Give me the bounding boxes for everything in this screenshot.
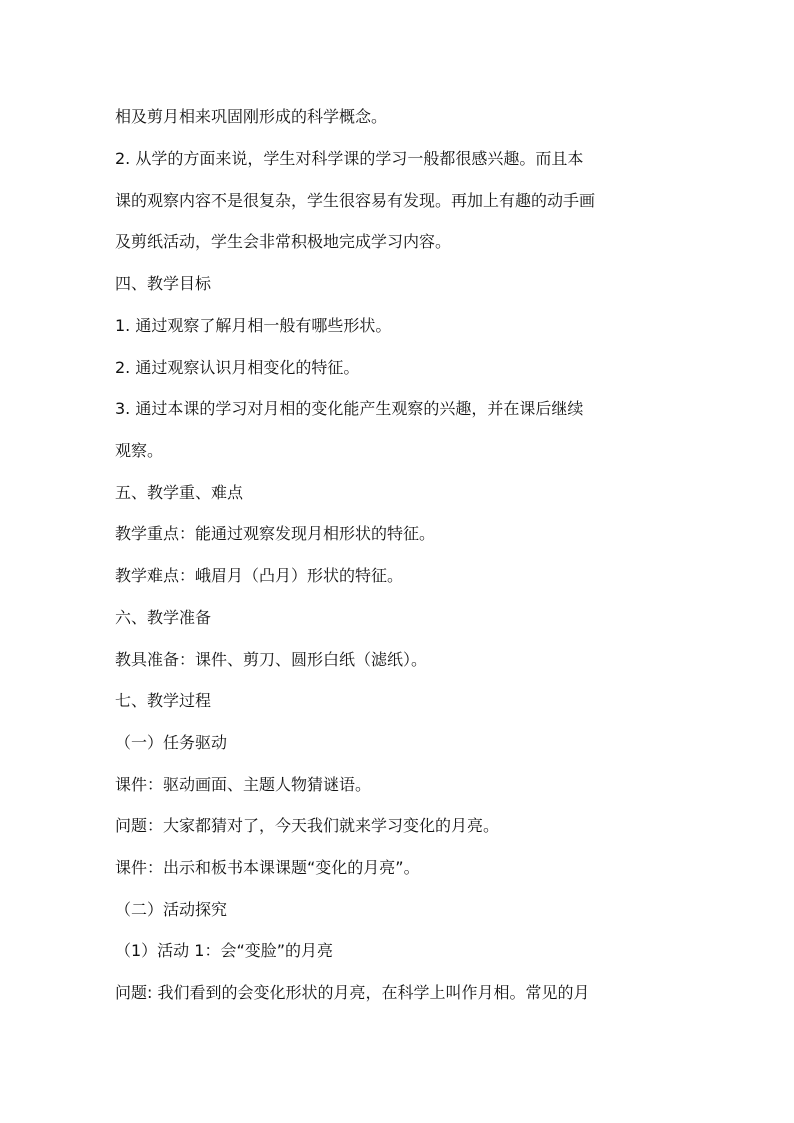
subsection-heading-activity: （二）活动探究 [115,900,228,919]
section-heading-objectives: 四、教学目标 [115,274,212,293]
subsection-heading-task: （一）任务驱动 [115,733,228,752]
activity-heading-1: （1）活动 1：会“变脸”的月亮 [115,941,334,960]
text-line-3: 课的观察内容不是很复杂，学生很容易有发现。再加上有趣的动手画 [115,191,596,210]
text-line-1: 相及剪月相来巩固刚形成的科学概念。 [115,107,388,126]
section-heading-key-points: 五、教学重、难点 [115,483,244,502]
section-heading-preparation: 六、教学准备 [115,608,212,627]
text-line-2: 2. 从学的方面来说，学生对科学课的学习一般都很感兴趣。而且本 [115,149,584,168]
text-line-11: 教学重点：能通过观察发现月相形状的特征。 [115,524,436,543]
text-line-6: 1. 通过观察了解月相一般有哪些形状。 [115,316,392,335]
text-line-4: 及剪纸活动，学生会非常积极地完成学习内容。 [115,232,452,251]
text-line-12: 教学难点：峨眉月（凸月）形状的特征。 [115,566,404,585]
text-line-17: 课件：驱动画面、主题人物猜谜语。 [115,775,372,794]
text-line-19: 课件：出示和板书本课课题“变化的月亮”。 [115,858,420,877]
text-line-14: 教具准备：课件、剪刀、圆形白纸（滤纸）。 [115,650,428,669]
text-line-22: 问题: 我们看到的会变化形状的月亮，在科学上叫作月相。常见的月 [115,983,590,1002]
text-line-7: 2. 通过观察认识月相变化的特征。 [115,358,360,377]
section-heading-process: 七、教学过程 [115,691,212,710]
text-line-9: 观察。 [115,441,164,460]
text-line-8: 3. 通过本课的学习对月相的变化能产生观察的兴趣，并在课后继续 [115,399,584,418]
text-line-18: 问题：大家都猜对了，今天我们就来学习变化的月亮。 [115,816,500,835]
